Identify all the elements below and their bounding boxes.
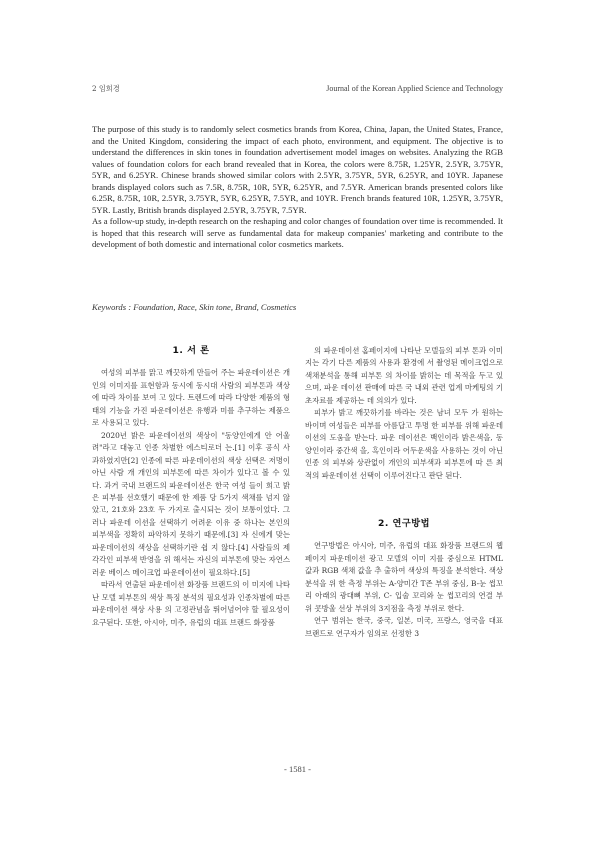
abstract <box>92 124 503 251</box>
page-number: - 1581 - <box>284 764 311 774</box>
abstract-paragraph: The purpose of this study is to randomly select cosmetics brands from Korea, China, Japan, the United States, France, and the United Kingdom, considering the impact of each photo, environment, and equipment. The objective is to understand the differences in skin tones in foundation advertisement model images on websites. Analyzing the RGB values of foundation colors for each brand revealed that in Korea, the colors were 8.75R, 1.25YR, 2.5YR, 3.75YR, 5YR, and 6.25YR. Chinese brands showed similar colors with 2.5YR, 3.75YR, 5YR, 6.25YR, and 10YR. Japanese brands displayed colors such as 7.5R, 8.75R, 10R, 5YR, 6.25YR, and 7.5YR. American brands presented colors like 6.25R, 8.75R, 10R, 2.5YR, 3.75YR, 5YR, 6.25YR, 7.5YR, and 10YR. French brands featured 10R, 1.25YR, 3.75YR, 5YR. Lastly, British brands displayed 2.5YR, 3.75YR, 7.5YR. <box>92 124 503 215</box>
body-paragraph: 피부가 밝고 깨끗하기를 바라는 것은 남녀 모두 가 원하는 바이며 여성들은 피부를 아름답고 투명 한 피부를 위해 파운데이션의 도움을 받는다. 파운 데이션은 백인이라 밝은색을, 동양인이라 중간색 을, 흑인이라 어두운색을 사용하는 것이 아닌 인종 의 피부와 상관없이 개인의 피부색과 피부톤에 따 른 최적의 파운데이션 선택이 이루어진다고 판단 된다. <box>305 408 503 480</box>
left-column <box>92 345 290 629</box>
body-paragraph: 연구 범위는 한국, 중국, 일본, 미국, 프랑스, 영국을 대표 브랜드로 연구자가 임의로 선정한 3 <box>305 616 503 638</box>
body-paragraph: 여성의 피부를 맑고 깨끗하게 만들어 주는 파운데이션은 개인의 이미지를 표현함과 동시에 동시대 사람의 피부톤과 색상에 따라 차이를 보여 고 있다. 트렌드에 따라 다양한 제품의 형태의 기능을 가진 파운데이션은 유행과 미를 추구하는 제품으로 사용되고 있다. <box>92 368 290 428</box>
body-paragraph: 연구방법은 아시아, 미주, 유럽의 대표 화장품 브랜드의 웹페이지 파운데이션 광고 모델의 이미 지를 중심으로 HTML 값과 RGB 색채 값을 추 출하여 색상의 특징을 분석한다. 색상 분석을 위 한 측정 부위는 A-양미간 T존 부위 중심, B-눈 썹꼬리 아래의 광대뼈 부위, C- 입술 꼬리와 눈 썹꼬리의 연결 부위 콧방울 선상 부위의 3지점을 측정 부위로 한다. <box>305 541 503 613</box>
right-column <box>305 345 503 640</box>
body-paragraph: 따라서 연출된 파운데이션 화장품 브랜드의 이 미지에 나타난 모델 피부톤의 색상 특징 분석의 필요성과 인종차별에 따른 파운데이션 색상 사용 의 고정관념을 뛰어넘어야 할 필요성이 요구된다. 또한, 아시아, 미주, 유럽의 대표 브랜드 화장품 <box>92 580 290 627</box>
section-title-introduction: 1. 서 론 <box>172 345 210 356</box>
section-title-methods: 2. 연구방법 <box>377 517 431 529</box>
body-paragraph: 의 파운데이션 홈페이지에 나타난 모델들의 피부 톤과 이미지는 각기 다른 제품의 사용과 환경에 서 촬영된 메이크업으로 색채분석을 통해 피부톤 의 차이를 밝히는 데 목적을 두고 있으며, 파운 데이션 판매에 따른 국 내외 관련 업계 마케팅의 기초자료를 제공하는 데 의의가 있다. <box>305 346 503 405</box>
abstract-paragraph: As a follow-up study, in-depth research on the reshaping and color changes of foundation over time is recommended. It is hoped that this research will serve as fundamental data for makeup companies' marketing and contribute to the development of both domestic and international color cosmetics markets. <box>92 216 503 250</box>
running-header <box>92 84 503 96</box>
header-journal-title: Journal of the Korean Applied Science and Technology <box>326 84 503 93</box>
header-page-author: 2 임희경 <box>92 84 120 93</box>
keywords: Keywords : Foundation, Race, Skin tone, Brand, Cosmetics <box>92 302 297 312</box>
section-spacer <box>305 482 503 518</box>
body-paragraph: 2020년 밝은 파운데이션의 색상이 "동양인에게 안 어울려"라고 대놓고 인종 차별한 에스티로더 는.[1] 이후 공식 사과하였지만[2] 인종에 따른 파운데이션의 색상 선택은 저명이 아닌 사람 개 개인의 피부톤에 따른 차이가 있다고 볼 수 있 다. 과거 국내 브랜드의 파운데이션은 한국 여성 들이 희고 밝은 피부를 선호했기 때문에 한 제품 당 5가지 색채를 넘지 않았고, 21호와 23호 두 가지로 출시되는 것이 보통이었다. 그러나 파운데 이션을 선택하기 어려운 이유 중 하나는 본인의 피부색을 정확히 파악하지 못하기 때문에.[3] 자 신에게 맞는 파운데이션의 색상을 선택하기란 쉽 지 않다.[4] 사람들의 제각각인 피부색 반영을 위 해서는 자신의 피부톤에 맞는 자연스러운 베이스 메이크업 파운데이션이 필요하다.[5] <box>92 430 290 577</box>
